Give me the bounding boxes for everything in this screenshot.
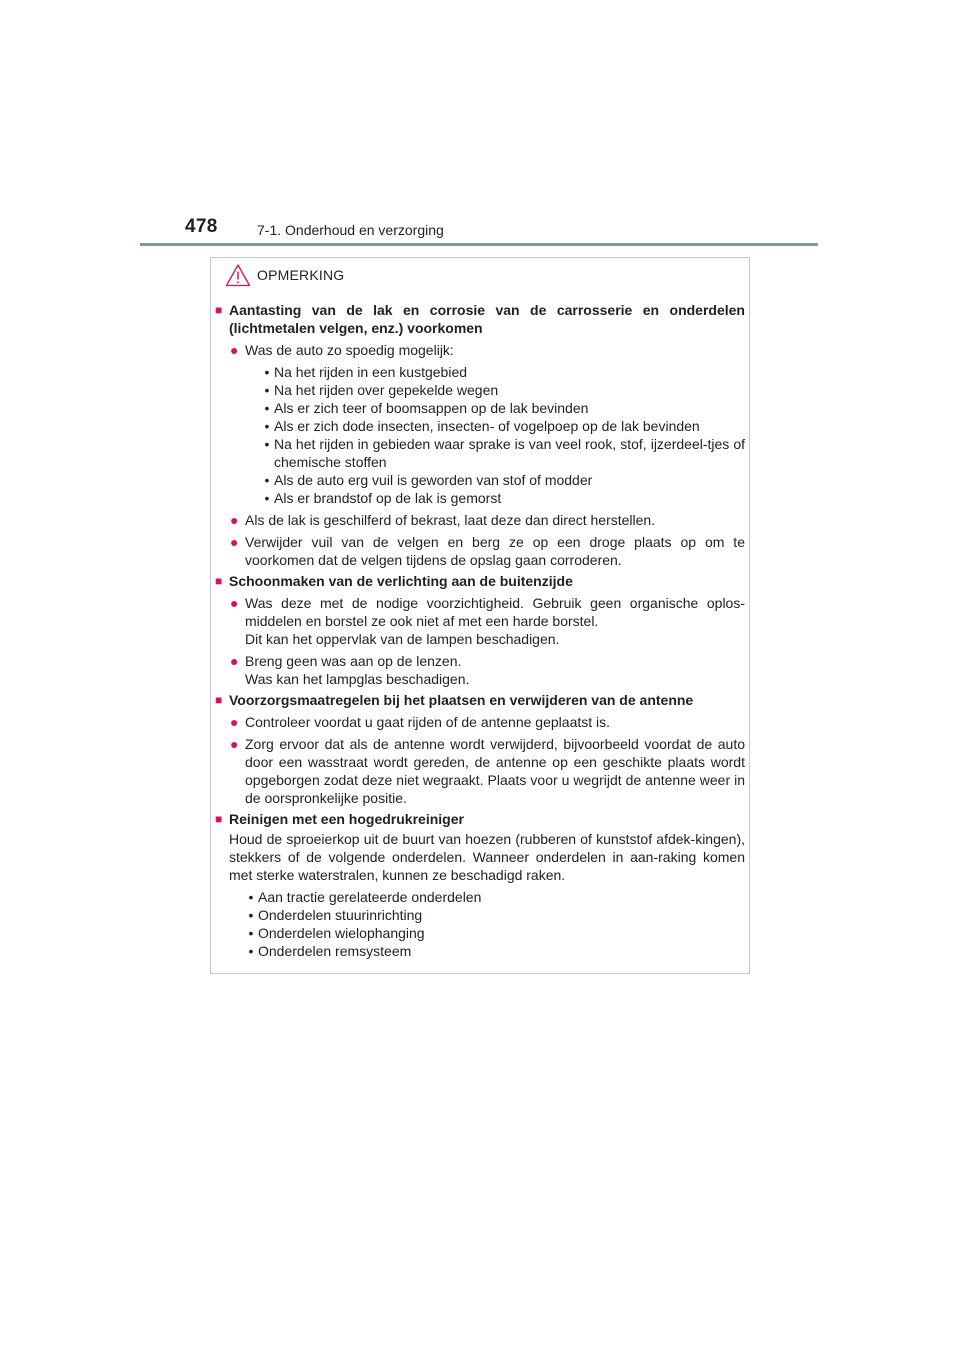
circle-bullet-icon: ●: [230, 736, 239, 752]
list-item: [229, 713, 745, 731]
warning-triangle-icon: [225, 263, 251, 287]
notice-content: [215, 298, 745, 960]
item-text: Breng geen was aan op de lenzen.: [245, 653, 462, 669]
circle-bullet-icon: ●: [230, 653, 239, 669]
bullet-item: • Als er brandstof op de lak is gemorst: [264, 490, 502, 506]
notice-box: [210, 257, 750, 974]
circle-bullet-icon: ●: [230, 534, 239, 550]
section-paragraph: Houd de sproeierkop uit de buurt van hoezen (rubberen of kunststof afdek-kingen), stekkers of de volgende onderdelen. Wanneer onderdelen in aan-raking komen met sterke waterstralen, kunnen ze beschadigd raken.: [229, 831, 745, 883]
item-text: Verwijder vuil van de velgen en berg ze op een droge plaats op om te voorkomen dat de velgen tijdens de opslag gaan corroderen.: [245, 534, 745, 568]
list-item: [229, 511, 745, 529]
notice-label: OPMERKING: [257, 267, 345, 283]
item-text: Controleer voordat u gaat rijden of de antenne geplaatst is.: [245, 714, 611, 730]
square-bullet-icon: ■: [215, 812, 223, 826]
section-hogedrukreiniger: [215, 810, 745, 960]
square-bullet-icon: ■: [215, 693, 223, 707]
item-text: Was de auto zo spoedig mogelijk:: [245, 342, 454, 358]
circle-bullet-icon: ●: [230, 342, 239, 358]
item-text: Was deze met de nodige voorzichtigheid. Gebruik geen organische oplos-middelen en borstel ze ook niet af met een harde borstel.: [245, 595, 745, 629]
bullet-list: [260, 363, 745, 507]
list-item: [229, 652, 745, 688]
item-text: Zorg ervoor dat als de antenne wordt verwijderd, bijvoorbeeld voordat de auto door een wasstraat wordt gereden, de antenne op een geschikte plaats wordt opgeborgen zodat deze niet wegraakt. Plaats voor u wegrijdt de antenne weer in de oorspronkelijke positie.: [245, 736, 745, 806]
bullet-item: • Als er zich dode insecten, insecten- of vogelpoep op de lak bevinden: [264, 418, 700, 434]
bullet-list: [244, 888, 745, 960]
square-bullet-icon: ■: [215, 574, 223, 588]
bullet-item: • Als de auto erg vuil is geworden van stof of modder: [264, 472, 593, 488]
section-verlichting: [215, 572, 745, 688]
section-antenne: [215, 691, 745, 807]
list-item: [229, 341, 745, 507]
circle-bullet-icon: ●: [230, 512, 239, 528]
bullet-item: • Onderdelen wielophanging: [248, 925, 425, 941]
item-text-2: Dit kan het oppervlak van de lampen beschadigen.: [245, 631, 560, 647]
bullet-item: • Onderdelen stuurinrichting: [248, 907, 423, 923]
list-item: [229, 735, 745, 807]
bullet-item: • Na het rijden over gepekelde wegen: [264, 382, 499, 398]
circle-bullet-icon: ●: [230, 714, 239, 730]
bullet-item: • Als er zich teer of boomsappen op de lak bevinden: [264, 400, 589, 416]
bullet-item: • Onderdelen remsysteem: [248, 943, 412, 959]
section-lak-corrosie: [215, 301, 745, 569]
section-title: Voorzorgsmaatregelen bij het plaatsen en verwijderen van de antenne: [229, 692, 694, 708]
item-text: Als de lak is geschilferd of bekrast, laat deze dan direct herstellen.: [245, 512, 656, 528]
section-title: Aantasting van de lak en corrosie van de carrosserie en onderdelen (lichtmetalen velgen, enz.) voorkomen: [229, 302, 745, 336]
bullet-item: • Aan tractie gerelateerde onderdelen: [248, 889, 482, 905]
section-title: Reinigen met een hogedrukreiniger: [229, 811, 464, 827]
square-bullet-icon: ■: [215, 303, 223, 317]
page-header: [185, 216, 825, 246]
section-title: Schoonmaken van de verlichting aan de buitenzijde: [229, 573, 573, 589]
bullet-item: • Na het rijden in een kustgebied: [264, 364, 468, 380]
notice-header: [225, 261, 344, 289]
list-item: [229, 594, 745, 648]
item-text-2: Was kan het lampglas beschadigen.: [245, 671, 470, 687]
bullet-item: • Na het rijden in gebieden waar sprake is van veel rook, stof, ijzerdeel-tjes of chemische stoffen: [264, 436, 745, 470]
header-rule: [140, 243, 818, 246]
list-item: [229, 533, 745, 569]
circle-bullet-icon: ●: [230, 595, 239, 611]
page-number: 478: [185, 216, 218, 237]
section-title: 7-1. Onderhoud en verzorging: [257, 222, 444, 238]
